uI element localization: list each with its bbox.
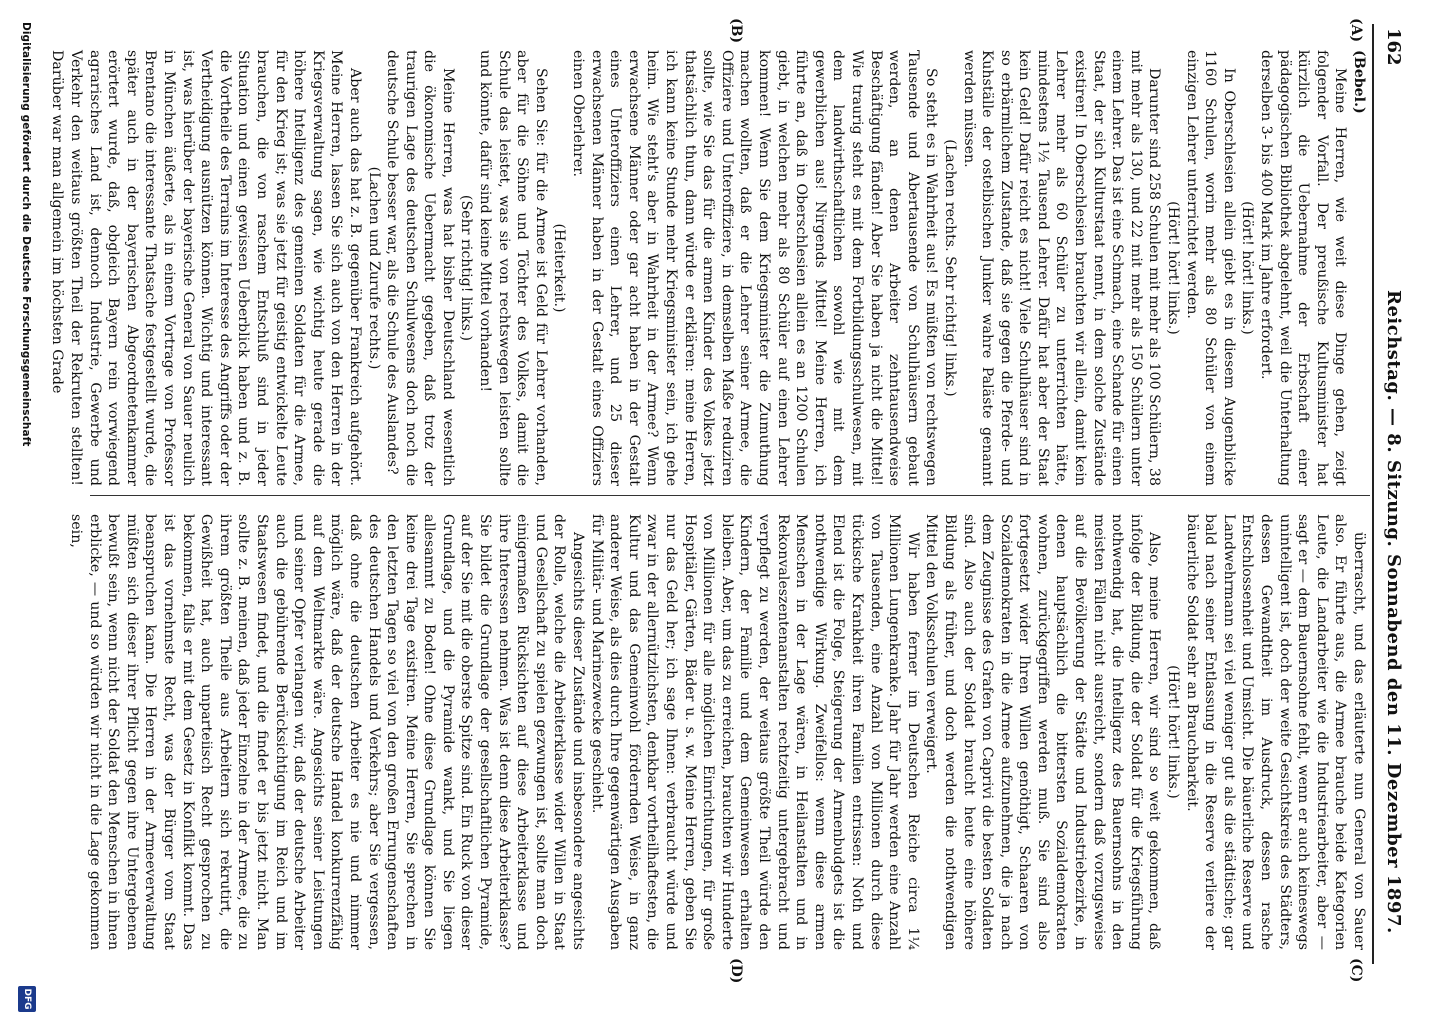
column-divider bbox=[90, 495, 1370, 496]
page-number: 162 bbox=[1383, 28, 1404, 66]
margin-mark-c: (C) bbox=[1348, 958, 1364, 983]
left-column bbox=[48, 50, 1368, 486]
paragraph: (Hört! hört! links.) bbox=[1239, 201, 1256, 335]
paragraph: überrascht, und das erläuterte nun General von Sauer also. Er führte aus, die Armee brauche beide Kategorien Leute, die Landarbeiter wie die Industriearbeiter, aber — sagt er — dem Bauernsohne fehlt, wenn er auch keineswegs unintelligent ist, doch der weite Gesichtskreis des Städters, dessen Gewandtheit im Ausdruck, dessen rasche Entschlossenheit und Umsicht. Die bäuerliche Reserve und Landwehrmann sei viel weniger gut als die städtische; gar bald nach seiner Entlassung in die Reserve verliere der bäuerliche Soldat sehr an Brauchbarkeit. bbox=[1183, 514, 1367, 950]
paragraph: (Sehr richtig! links.) bbox=[458, 194, 475, 342]
funding-credit: Digitalisierung gefördert durch die Deutsche Forschungsgemeinschaft bbox=[20, 22, 32, 447]
footer bbox=[10, 22, 34, 1010]
paragraph: (Hört! hört! links.) bbox=[1165, 201, 1182, 335]
paragraph: (Lachen und Zurufe rechts.) bbox=[365, 166, 382, 370]
paragraph: Meine Herren, was hat bisher Deutschland wesentlich die ökonomische Uebermacht gegeben, daß trotz der traurigen Lage des deutschen Schulwesens doch noch die deutsche Schule besser war, als die Schule des Auslandes? bbox=[384, 50, 456, 486]
page-title: Reichstag. — 8. Sitzung. Sonnabend den 11. Dezember 1897. bbox=[1383, 290, 1404, 934]
paragraph: Sehen Sie: für die Armee ist Geld für Lehrer vorhanden, aber für die Söhne und Töchter des Volkes, damit die Schule das leistet, was sie von rechtswegen leisten sollte und könnte, dafür sind keine Mittel vorhanden! bbox=[477, 50, 549, 486]
paragraph: So steht es in Wahrheit aus! Es müßten von rechtswegen Tausende und Abertausende von Schulhäusern gebaut werden, an denen Arbeiter zehntausendweise Beschäftigung fänden! Aber Sie haben ja nicht die Mittel! Wie traurig steht es mit dem Fortbildungsschulwesen, mit dem landwirthschaftlichen sowohl wie mit dem gewerblichen aus! Nirgends Mittel! Meine Herren, ich führte an, daß in Oberschlesien allein es an 1200 Schulen giebt, in welchen mehr als 80 Schüler auf einen Lehrer kommen! Wenn Sie dem Kriegsminister die Zumuthung machen wollten, daß er die Lehrer seiner Armee, die Offiziere und Unteroffiziere, in demselben Maße reduziren sollte, wie Sie das für die armen Kinder des Volkes jetzt thatsächlich thun, dann würde er erklären: meine Herren, ich kann keine Stunde mehr Kriegsminister sein, ich gehe heim. Wie steht's aber in Wahrheit in der Armee? Wenn erwachsene Männer oder gar acht haben in der Gestalt eines Unteroffiziers einen Lehrer, und 25 dieser erwachsenen Männer haben in der Gestalt eines Offiziers einen Oberlehrer. bbox=[570, 50, 940, 486]
paragraph: In Oberschlesien allein giebt es in diesem Augenblicke 1160 Schulen, worin mehr als 80 Schüler von einem einzigen Lehrer unterrichtet werden. bbox=[1183, 50, 1237, 486]
header-rule bbox=[1372, 24, 1374, 964]
paragraph: (Bebel.) bbox=[1351, 50, 1367, 114]
right-column bbox=[66, 514, 1368, 950]
paragraph: Meine Herren, wie weit diese Dinge gehen, zeigt folgender Vorfall. Der preußische Kultusminister hat kürzlich die Uebernahme der Erbschaft einer pädagogischen Bibliothek abgelehnt, weil die Unterhaltung derselben 3- bis 400 Mark im Jahre erfordert. bbox=[1258, 50, 1349, 486]
paragraph: Darunter sind 258 Schulen mit mehr als 100 Schülern, 38 mit mehr als 130, und 22 mit mehr als 150 Schülern unter einem Lehrer. Das ist eine Schmach, eine Schande für einen Staat, der sich Kulturstaat nennt, in dem solche Zustände existiren! In Oberschlesien brauchten wir allein, damit kein Lehrer mehr als 60 Schüler zu unterrichten hätte, mindestens 1½ Tausend Lehrer. Dafür hat aber der Staat kein Geld! Dafür reicht es nicht! Viele Schulhäuser sind in so erbärmlichem Zustande, daß sie gegen die Pferde- und Kuhställe der ostelbischen Junker wahre Paläste genannt werden müssen. bbox=[960, 50, 1163, 486]
paragraph: Also, meine Herren, wir sind so weit gekommen, daß infolge der Bildung, die der Soldat für die Kriegsführung nothwendig hat, die Intelligenz des Bauernsohns in den meisten Fällen nicht ausreicht, sondern daß vorzugsweise auf die Bevölkerung der Städte und Industriebezirke, in denen hauptsächlich die bittersten Sozialdemokraten wohnen, zurückgegriffen werden muß. Sie sind also fortgesetzt wider Ihren Willen genöthigt, Schaaren von Sozialdemokraten in die Armee aufzunehmen, die ja nach dem Zeugnisse des Grafen von Caprivi die besten Soldaten sind. Also auch der Soldat braucht heute eine höhere Bildung als früher, und doch werden die nothwendigen Mittel den Volksschulen verweigert. bbox=[923, 514, 1163, 950]
paragraph: Angesichts dieser Zustände und insbesondere angesichts der Rolle, welche die Arbeiterklasse wider Willen in Staat und Gesellschaft zu spielen gezwungen ist, sollte man doch einigermaßen Rücksichten auf diese Arbeiterklasse und ihre Interessen nehmen. Was ist denn diese Arbeiterklasse? Sie bildet die Grundlage der gesellschaftlichen Pyramide, auf der Sie mit die oberste Spitze sind. Ein Ruck von dieser Grundlage, und die Pyramide wankt, und Sie liegen allesammt zu Boden! Ohne diese Grundlage können Sie keine drei Tage existiren. Meine Herren, Sie sprechen in den letzten Tagen so viel von den großen Errungenschaften des deutschen Handels und Verkehrs; aber Sie vergessen, daß ohne die deutschen Arbeiter es nie und nimmer möglich wäre, daß der deutsche Handel konkurrenzfähig auf dem Weltmarkte wäre. Angesichts seiner Leistungen und seiner Opfer verlangen wir, daß der deutsche Arbeiter auch die gebührende Berücksichtigung im Reich und im Staatswesen findet, und die findet er bis jetzt nicht. Man sollte z. B. meinen, daß jeder Einzelne in der Armee, die zu ihrem größten Theile aus Arbeitern sich rekrutirt, die Gewißheit hat, auch unparteiisch Recht gesprochen zu bekommen, falls er mit dem Gesetz in Konflikt kommt. Das ist das vornehmste Recht, was der Bürger vom Staat beanspruchen kann. Die Herren in der Armeeverwaltung müßten sich dieser ihrer Pflicht gegen ihre Untergebenen bewußt sein, wenn nicht der Soldat den Menschen in ihnen erblicke, — und so würden wir nicht in die Lage gekommen sein, bbox=[68, 514, 587, 950]
margin-mark-b: (B) bbox=[728, 18, 744, 44]
paragraph: (Heiterkeit.) bbox=[551, 223, 568, 313]
margin-mark-a: (A) bbox=[1348, 18, 1364, 43]
paragraph: Wir haben ferner im Deutschen Reiche circa 1¼ Millionen Lungenkranke. Jahr für Jahr werden eine Anzahl von Tausenden, eine Anzahl von Millionen durch diese tückische Krankheit ihren Familien entrissen: Noth und Elend ist die Folge, Steigerung der Armenbudgets ist die nothwendige Wirkung. Zweifellos: wenn diese armen Menschen in der Lage wären, in Heilanstalten und in Rekonvaleszentenanstalten rechtzeitig untergebracht und verpflegt zu werden, der weitaus größte Theil würde den Kindern, der Familie und dem Gemeinwesen erhalten bleiben. Aber, um das zu erreichen, brauchten wir Hunderte von Millionen für alle möglichen Einrichtungen, für große Hospitäler, Gärten, Bäder u. s. w. Meine Herren, geben Sie nur das Geld her; ich sage Ihnen: verbraucht würde und zwar in der allernützlichsten, denkbar vortheilhaftesten, die Kultur und das Gemeinwohl fördernden Weise, in ganz anderer Weise, als dies durch Ihre gegenwärtigen Ausgaben für Militär- und Marinezwecke geschieht. bbox=[588, 514, 921, 950]
dfg-logo: DFG bbox=[18, 986, 36, 1012]
paragraph: Aber auch das hat z. B. gegenüber Frankreich aufgehört. Meine Herren, lassen Sie sich auch von den Herren in der Kriegsverwaltung sagen, wie wichtig heute gerade die höhere Intelligenz des gemeinen Soldaten für die Armee, für den Krieg ist; was sie jetzt für geistig entwickelte Leute brauchen, die von raschem Entschluß sind in jeder Situation und einen gewissen Ueberblick haben und z. B. die Vortheile des Terrains im Interesse des Angriffs oder der Vertheidigung ausnützen können. Wichtig und interessant ist, was hierüber der bayerische General von Sauer neulich in München äußerte, als in einem Vortrage von Professor Brentano die interessante Thatsache festgestellt wurde, die später auch in der bayerischen Abgeordnetenkammer erörtert wurde, daß, obgleich Bayern rein vorwiegend agrarisches Land ist, dennoch Industrie, Gewerbe und Verkehr den weitaus größten Theil der Rekruten stellten! Darüber war man allgemein im höchsten Grade bbox=[49, 50, 363, 487]
page-header bbox=[1378, 28, 1404, 938]
paragraph: (Lachen rechts. Sehr richtig! links.) bbox=[941, 139, 958, 397]
paragraph: (Hört! hört! links.) bbox=[1165, 665, 1182, 799]
margin-mark-d: (D) bbox=[728, 958, 744, 984]
